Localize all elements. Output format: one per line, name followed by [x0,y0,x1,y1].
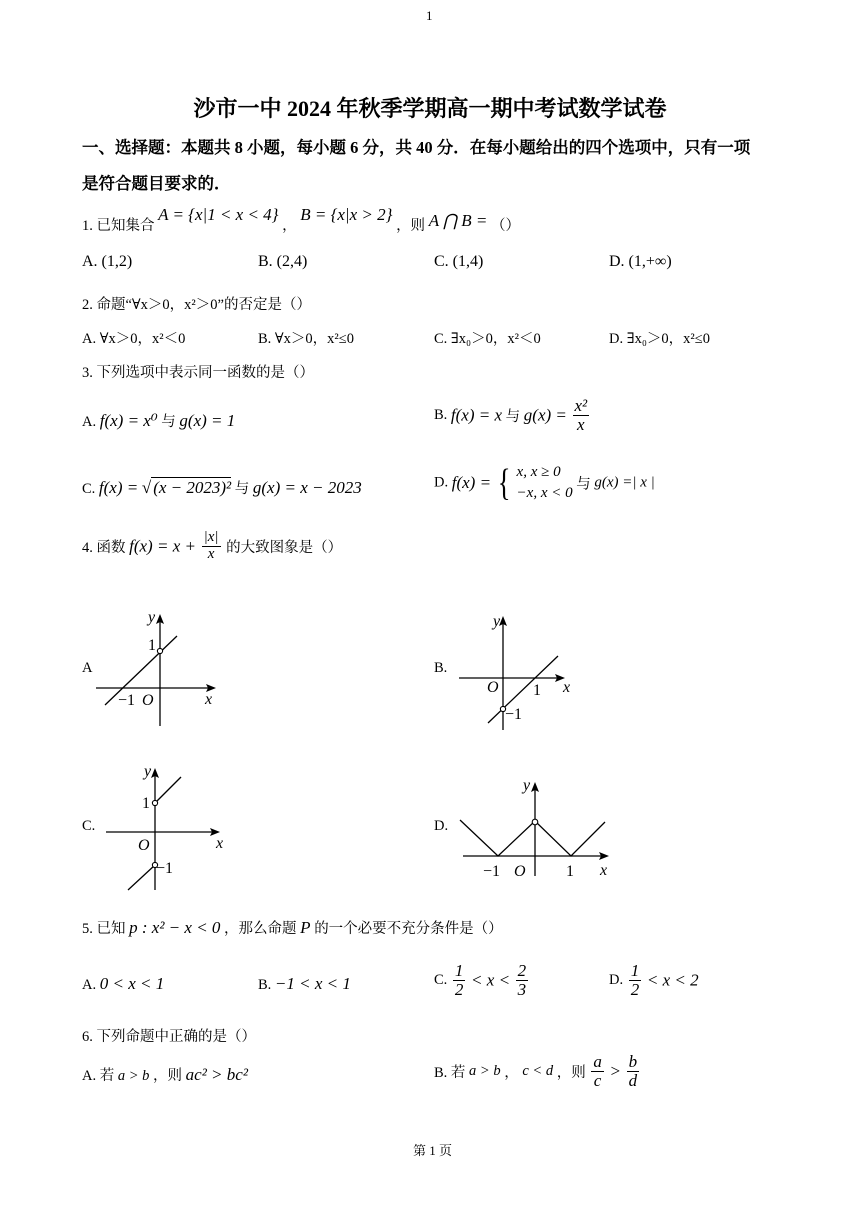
q3-c-g: g(x) = x − 2023 [252,478,362,497]
graph-d-one-label: 1 [566,863,574,880]
q4-suffix: 的大致图象是（） [226,539,343,556]
q6-b-cond2: c < d [522,1062,554,1079]
q3-b-numerator: x² [574,396,588,415]
q4-numerator: |x| [203,529,219,545]
q2-option-d: D. ∃x₀＞0，x²≤0 [609,331,710,347]
q1-option-d: D. (1,+∞) [609,253,672,270]
question-4-stem [82,530,342,563]
q1-prefix: 1. 已知集合 [82,218,155,234]
graph-a-y-label: y [148,609,156,626]
q4-fraction [202,530,221,563]
q3-d-g: g(x) =| x | [594,474,655,491]
q5-a-label: A. [82,977,97,993]
q3-d-and: 与 [576,476,591,493]
q5-c-n2: 2 [517,961,527,980]
graph-d-y-label: y [523,777,531,794]
q6-b-sep: ， [504,1064,519,1081]
q6-b-label: B. 若 [434,1064,466,1081]
q4-option-d-label: D. [434,818,449,834]
q5-d-d1: 2 [630,979,640,999]
q1-blank: （） [490,218,520,234]
q6-option-a [82,1064,248,1085]
q3-b-g-lhs: g(x) = [523,405,567,425]
q4-graph-d [455,770,625,885]
q6-b-d2: d [628,1070,638,1090]
q3-a-g: g(x) = 1 [179,411,236,430]
q3-a-and: 与 [161,414,176,430]
graph-c-y-label: y [144,763,152,780]
q3-b-label: B. [434,406,448,423]
graph-a-open-point [157,648,162,653]
q1-option-a: A. (1,2) [82,253,133,270]
q4-graph-b [455,606,595,736]
q4-option-b-label: B. [434,660,448,676]
q1-comma: ， [282,218,297,234]
q3-option-b [434,397,591,434]
graph-b-y-label: y [493,613,501,630]
q6-a-then: ，则 [153,1068,183,1084]
q5-middle: ，那么命题 [224,921,297,937]
graph-a-line [105,636,177,705]
q5-p: p : x² − x < 0 [129,918,221,937]
q5-b-label: B. [258,977,272,993]
q3-a-label: A. [82,414,97,430]
q4-denominator: x [207,545,215,562]
q3-c-radicand: (x − 2023)² [153,478,232,497]
section-heading-line1: 一、选择题：本题共 8 小题，每小题 6 分，共 40 分．在每小题给出的四个选项中，只有一项 [82,138,751,157]
q3-b-fraction [573,397,590,434]
q3-c-sqrt-sign: √ [141,478,152,497]
q5-b-text: −1 < x < 1 [274,974,351,993]
graph-c-upper-branch [155,777,181,803]
question-1-stem [82,204,520,234]
q3-c-and: 与 [234,481,250,497]
q5-suffix: 的一个必要不充分条件是（） [314,921,503,937]
header-page-number: 1 [426,8,433,23]
q3-b-f: f(x) = x [450,405,503,425]
q1-option-b: B. (2,4) [258,253,308,270]
q5-d-mid: < x < 2 [646,970,699,990]
q3-d-label: D. [434,474,449,491]
q2-option-c: C. ∃x₀＞0，x²＜0 [434,331,541,347]
q1-option-c: C. (1,4) [434,253,484,270]
graph-c-open-point-upper [152,800,157,805]
q3-b-and: 与 [505,408,521,425]
exam-title: 沙市一中 2024 年秋季学期高一期中考试数学试卷 [193,96,667,121]
q5-c-d1: 2 [454,979,464,999]
graph-a-one-label: 1 [148,637,156,654]
q4-graph-a [90,606,230,736]
q6-b-frac1 [591,1053,604,1090]
graph-c-x-label: x [216,835,224,852]
graph-a-x-label: x [205,691,213,708]
q4-option-a-label: A [82,660,93,676]
q4-graph-c [100,760,250,895]
q6-a-cond: a > b [117,1068,150,1084]
question-2-stem: 2. 命题“∀x＞0，x²＞0”的否定是（） [82,297,311,313]
graph-d-curve [460,820,605,856]
q3-b-denominator: x [577,414,585,434]
q6-option-b [434,1053,641,1090]
q5-c-label: C. [434,971,448,988]
q5-option-d [609,962,699,999]
q5-c-frac1 [453,962,466,999]
q6-b-d1: c [593,1070,602,1090]
question-6-stem: 6. 下列命题中正确的是（） [82,1029,256,1045]
q3-d-brace: { [497,462,511,504]
graph-c-origin-label: O [138,837,150,854]
graph-b-one-label: 1 [533,682,541,699]
q6-a-result: ac² > bc² [185,1065,248,1084]
q5-d-n1: 1 [630,961,640,980]
q5-d-frac1 [629,962,642,999]
q5-c-d2: 3 [517,979,527,999]
q3-d-case-1: x, x ≥ 0 [516,464,561,480]
q4-f: f(x) = x + [129,536,196,556]
q5-a-text: 0 < x < 1 [99,974,165,993]
q1-expression: A ⋂ B = [428,211,488,230]
q6-a-label: A. 若 [82,1068,115,1084]
graph-c-lower-branch [128,865,155,890]
graph-d-neg1-label: −1 [483,863,501,880]
q4-prefix: 4. 函数 [82,539,126,556]
q5-P: P [300,918,311,937]
q6-b-n1: a [593,1052,602,1071]
question-3-stem: 3. 下列选项中表示同一函数的是（） [82,365,314,381]
graph-d-x-label: x [600,862,608,879]
q3-a-f: f(x) = x⁰ [99,411,158,430]
q1-set-a: A = {x|1 < x < 4} [158,205,279,224]
graph-d-origin-label: O [514,863,526,880]
q5-option-a [82,974,164,994]
q2-option-b: B. ∀x＞0，x²≤0 [258,331,354,347]
q5-option-b [258,974,351,994]
q6-b-cond1: a > b [469,1062,501,1079]
q3-d-f-lhs: f(x) = [451,473,492,492]
q3-d-cases [517,462,573,504]
footer-page-label: 第 1 页 [413,1143,453,1158]
q3-c-f-lhs: f(x) = [98,478,139,497]
q6-b-then: ，则 [556,1064,586,1081]
q5-c-frac2 [516,962,529,999]
question-5-stem [82,917,503,938]
q3-option-a [82,410,235,431]
q1-set-b: B = {x|x > 2} [300,205,393,224]
q3-option-c [82,477,362,498]
q2-option-a: A. ∀x＞0，x²＜0 [82,331,186,347]
section-heading-line2: 是符合题目要求的． [82,174,231,193]
q6-b-gt: > [609,1061,621,1081]
graph-b-origin-label: O [487,679,499,696]
graph-d-open-point [532,819,538,825]
graph-b-neg1-label: −1 [505,706,523,723]
q5-c-mid: < x < [471,970,511,990]
q3-d-case-2: −x, x < 0 [516,485,573,501]
graph-a-origin-label: O [142,692,154,709]
q6-b-n2: b [628,1052,638,1071]
q3-option-d [434,462,655,504]
q5-option-c [434,962,530,999]
graph-b-x-label: x [563,679,571,696]
q3-c-label: C. [82,481,96,497]
q4-option-c-label: C. [82,818,96,834]
q5-c-n1: 1 [454,961,464,980]
q6-b-frac2 [627,1053,640,1090]
q5-prefix: 5. 已知 [82,921,126,937]
graph-c-neg1-label: −1 [156,860,174,877]
q5-d-label: D. [609,971,624,988]
q1-then: ，则 [396,218,426,234]
graph-c-one-label: 1 [142,795,150,812]
graph-a-neg1-label: −1 [118,692,136,709]
